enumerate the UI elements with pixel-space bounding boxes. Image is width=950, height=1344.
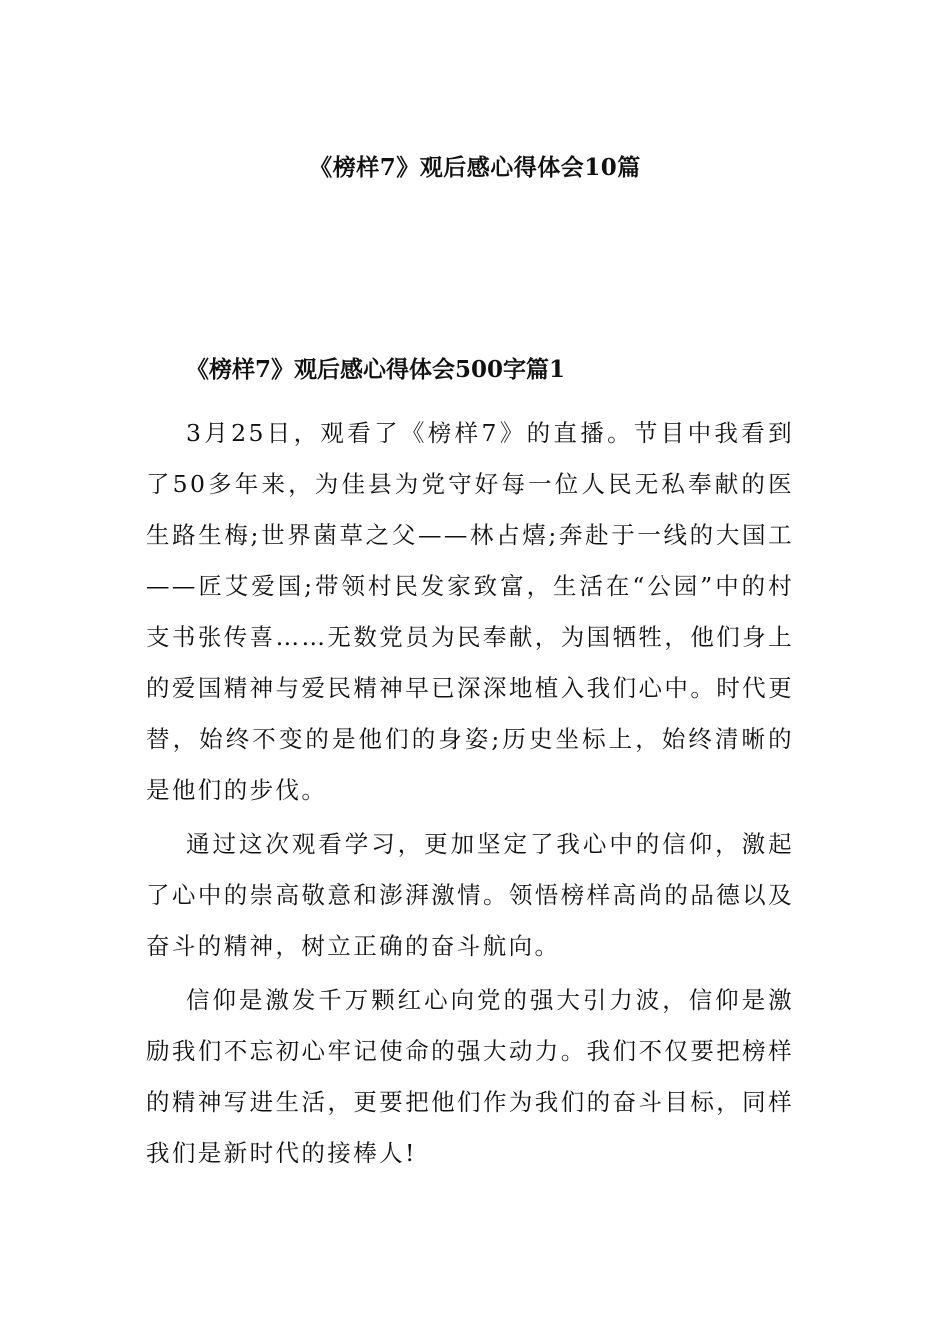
- paragraph-3: 信仰是激发千万颗红心向党的强大引力波，信仰是激励我们不忘初心牢记使命的强大动力。我们不仅要把榜样的精神写进生活，更要把他们作为我们的奋斗目标，同样我们是新时代的接棒人!: [146, 986, 794, 1167]
- body-text: [146, 408, 794, 1179]
- paragraph-1: 3月25日，观看了《榜样7》的直播。节目中我看到了50多年来，为佳县为党守好每一位人民无私奉献的医生路生梅;世界菌草之父——林占熺;奔赴于一线的大国工——匠艾爱国;带领村民发家致富，生活在“公园”中的村支书张传喜……无数党员为民奉献，为国牺牲，他们身上的爱国精神与爱民精神早已深深地植入我们心中。时代更替，始终不变的是他们的身姿;历史坐标上，始终清晰的是他们的步伐。: [146, 419, 794, 804]
- section-title: 《榜样7》观后感心得体会500字篇1: [186, 356, 566, 383]
- document-title: 《榜样7》观后感心得体会10篇: [309, 154, 641, 181]
- paragraph-2: 通过这次观看学习，更加坚定了我心中的信仰，激起了心中的崇高敬意和澎湃激情。领悟榜样高尚的品德以及奋斗的精神，树立正确的奋斗航向。: [146, 830, 794, 960]
